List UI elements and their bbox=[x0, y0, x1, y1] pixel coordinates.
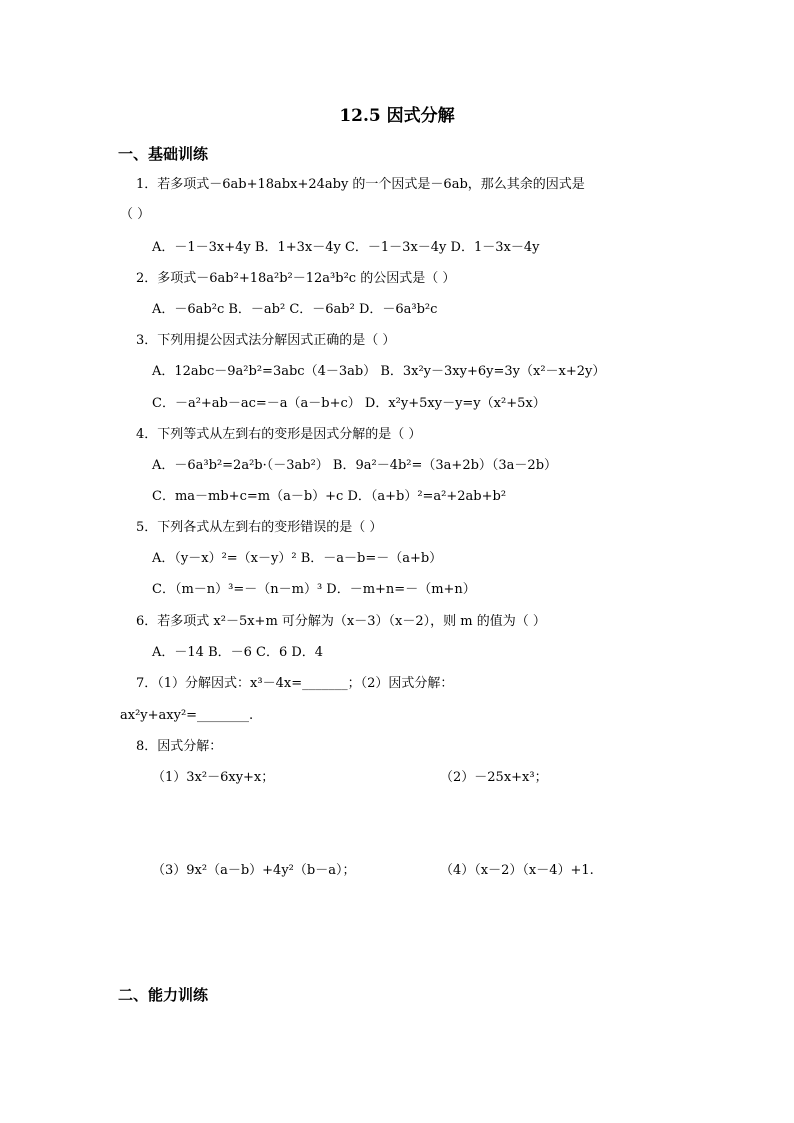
question-4: 4．下列等式从左到右的变形是因式分解的是（ ） bbox=[136, 427, 422, 442]
question-8-part-2: （2）－25x+x³； bbox=[440, 770, 548, 785]
question-6: 6．若多项式 x²－5x+m 可分解为（x－3）（x－2），则 m 的值为（ ） bbox=[136, 614, 546, 629]
question-2: 2．多项式－6ab²+18a²b²－12a³b²c 的公因式是（ ） bbox=[136, 271, 456, 286]
question-8-part-3: （3）9x²（a－b）+4y²（b－a）； bbox=[152, 863, 356, 878]
question-3-options-cd: C．－a²+ab－ac=－a（a－b+c） D．x²y+5xy－y=y（x²+5x） bbox=[152, 396, 546, 411]
question-6-options: A．－14 B．－6 C．6 D．4 bbox=[152, 645, 324, 660]
question-5-options-cd: C．（m－n）³=－（n－m）³ D．－m+n=－（m+n） bbox=[152, 582, 476, 597]
question-3-options-ab: A．12abc－9a²b²=3abc（4－3ab） B．3x²y－3xy+6y=3y（x²－x+2y） bbox=[152, 364, 606, 379]
question-7: 7．（1）分解因式：x³－4x=_______；（2）因式分解： bbox=[136, 676, 454, 691]
question-8: 8．因式分解： bbox=[136, 739, 223, 754]
question-1-blank: （ ） bbox=[120, 207, 151, 222]
question-2-options: A．－6ab²c B．－ab² C．－6ab² D．－6a³b²c bbox=[152, 302, 438, 317]
question-5-options-ab: A．（y－x）²=（x－y）² B．－a－b=－（a+b） bbox=[152, 551, 443, 566]
question-4-options-cd: C．ma－mb+c=m（a－b）+c D．（a+b）²=a²+2ab+b² bbox=[152, 489, 507, 504]
question-4-options-ab: A．－6a³b²=2a²b·（－3ab²） B．9a²－4b²=（3a+2b）（3a－2b） bbox=[152, 458, 558, 473]
question-8-part-1: （1）3x²－6xy+x； bbox=[152, 770, 275, 785]
question-8-part-4: （4）（x－2）（x－4）+1. bbox=[440, 863, 594, 878]
question-1: 1．若多项式－6ab+18abx+24aby 的一个因式是－6ab，那么其余的因式是 bbox=[136, 177, 585, 192]
question-1-options: A．－1－3x+4y B．1+3x－4y C．－1－3x－4y D．1－3x－4y bbox=[152, 240, 540, 255]
question-3: 3．下列用提公因式法分解因式正确的是（ ） bbox=[136, 333, 396, 348]
page-title: 12.5 因式分解 bbox=[339, 106, 455, 126]
question-5: 5．下列各式从左到右的变形错误的是（ ） bbox=[136, 520, 383, 535]
question-7-continued: ax²y+axy²=________. bbox=[120, 708, 254, 723]
section-heading-basic: 一、基础训练 bbox=[118, 145, 209, 163]
section-heading-ability: 二、能力训练 bbox=[118, 986, 209, 1004]
